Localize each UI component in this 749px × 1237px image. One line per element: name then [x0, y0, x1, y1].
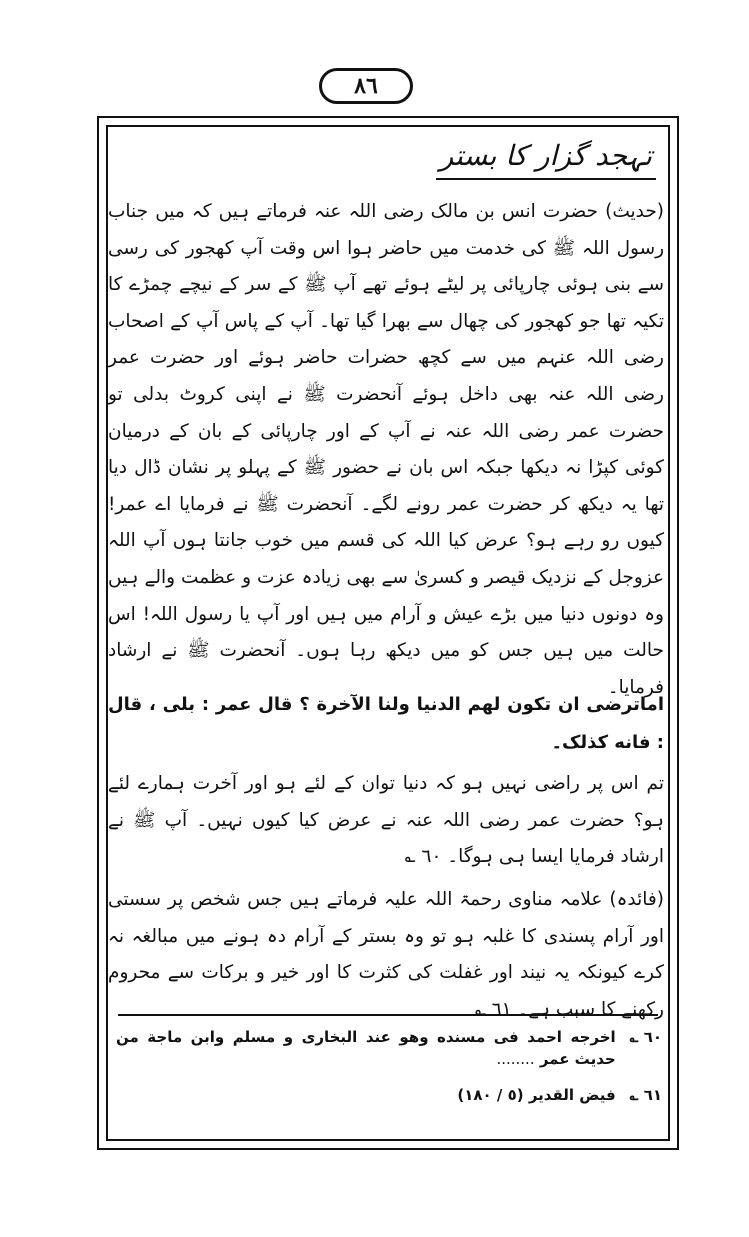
benefit-paragraph: (فائدہ) علامہ مناوی رحمۃ اللہ علیہ فرماتے ہیں جس شخص پر سستی اور آرام پسندی کا غلبہ ہو تو وہ بستر کے آرام دہ ہونے میں مبالغہ نہ کرے کیونکہ یہ نیند اور غفلت کی کثرت کا اور خیر و برکات سے محروم رکھنے کا سبب ہے۔ ٦١ ؎ — [108, 889, 664, 1020]
arabic-quote: اماترضی ان تکون لهم الدنیا ولنا الآخرة ؟ قال عمر : بلی ، قال : فانه کذلک۔ — [108, 694, 664, 753]
page-number: ٨٦ — [319, 68, 413, 104]
section-heading: تہجد گزار کا بستر — [436, 136, 656, 180]
footnote-text: فیض القدیر (٥ / ١٨٠) — [457, 1086, 616, 1104]
footnote-number: ٦١ ؎ — [629, 1086, 662, 1104]
hadith-paragraph: (حدیث) حضرت انس بن مالک رضی اللہ عنہ فرماتے ہیں کہ میں جناب رسول اللہ ﷺ کی خدمت میں حاضر ہوا اس وقت آپ کھجور کی رسی سے بنی ہوئی چارپائی پر لیٹے ہوئے تھے آپ ﷺ کے سر کے نیچے چمڑے کا تکیہ تھا جو کھجور کی چھال سے بھرا گیا تھا۔ آپ کے پاس آپ کے اصحاب رضی اللہ عنہم میں سے کچھ حضرات حاضر ہوئے اور حضرت عمر رضی اللہ عنہ بھی داخل ہوئے آنحضرت ﷺ نے اپنی کروٹ بدلی تو حضرت عمر رضی اللہ عنہ نے آپ کے اور چارپائی کے بان کے درمیان کوئی کپڑا نہ دیکھا جبکہ اس بان نے حضور ﷺ کے پہلو پر نشان ڈال دیا تھا یہ دیکھ کر حضرت عمر رونے لگے۔ آنحضرت ﷺ نے فرمایا اے عمر! کیوں رو رہے ہو؟ عرض کیا اللہ کی قسم میں خوب جانتا ہوں آپ اللہ عزوجل کے نزدیک قیصر و کسریٰ سے بھی زیادہ عزت و عظمت والے ہیں وہ دونوں دنیا میں بڑے عیش و آرام میں ہیں اور آپ یا رسول اللہ! اس حالت میں ہیں جس کو میں دیکھ رہا ہوں۔ آنحضرت ﷺ نے ارشاد فرمایا۔ — [108, 201, 664, 698]
footnote-item — [116, 1026, 662, 1070]
footnote-item — [116, 1084, 662, 1106]
footnote-dots: ........ — [496, 1050, 535, 1068]
footnote-divider — [118, 1014, 658, 1016]
footnote-text-body: اخرجه احمد فی مسنده وهو عند البخاری و مسلم وابن ماجة من حدیث عمر — [116, 1028, 616, 1068]
footnote-number: ٦٠ ؎ — [629, 1028, 662, 1046]
footnote-text — [116, 1026, 616, 1070]
translation-paragraph: تم اس پر راضی نہیں ہو کہ دنیا توان کے لئے ہو اور آخرت ہمارے لئے ہو؟ حضرت عمر رضی اللہ عنہ نے عرض کیا کیوں نہیں۔ آپ ﷺ نے ارشاد فرمایا ایسا ہی ہوگا۔ ٦٠ ؎ — [108, 773, 664, 868]
page-content — [108, 126, 668, 1138]
